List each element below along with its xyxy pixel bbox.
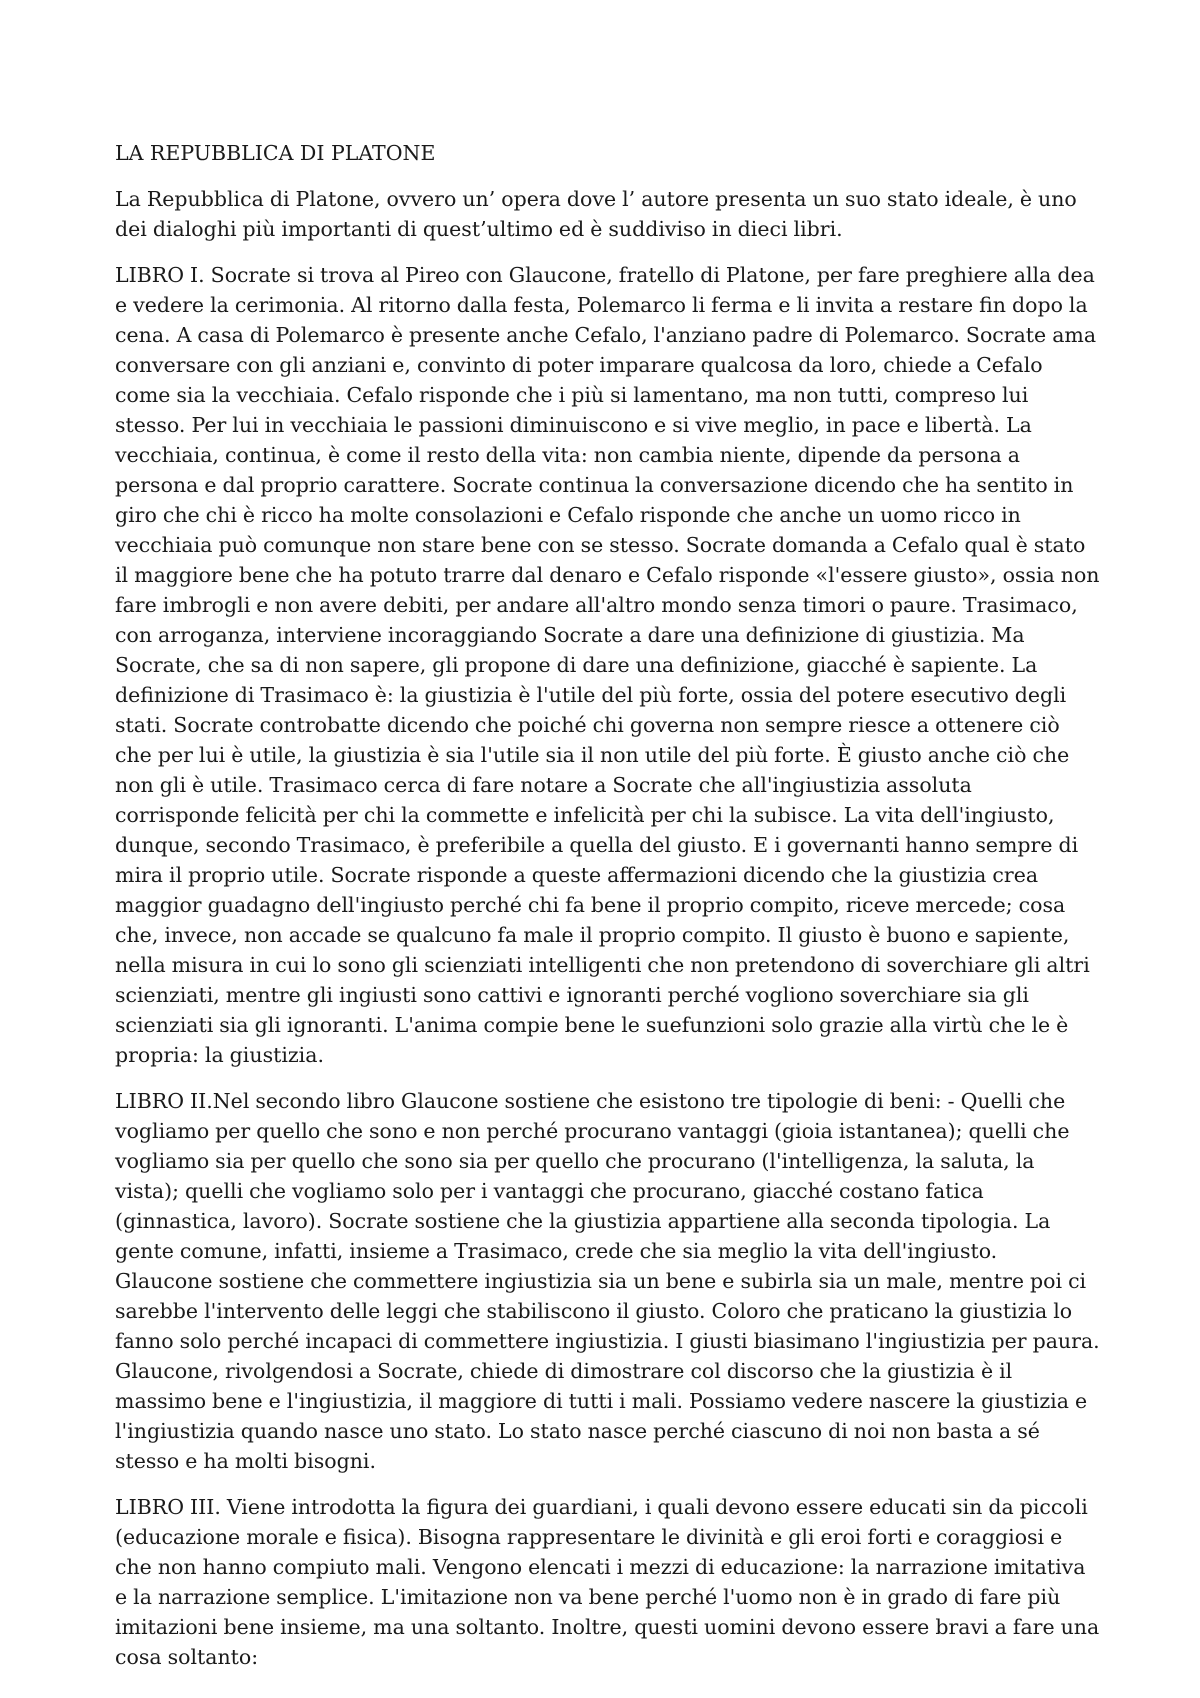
- document-body: [115, 138, 1100, 1688]
- document-title: LA REPUBBLICA DI PLATONE: [115, 141, 436, 165]
- libro-iii-paragraph: LIBRO III. Viene introdotta la figura dei guardiani, i quali devono essere educati sin da piccoli (educazione morale e fisica). Bisogna rappresentare le divinità e gli eroi forti e coraggiosi e che non hanno compiuto mali. Vengono elencati i mezzi di educazione: la narrazione imitativa e la narrazione semplice. L'imitazione non va bene perché l'uomo non è in grado di fare più imitazioni bene insieme, ma una soltanto. Inoltre, questi uomini devono essere bravi a fare una cosa soltanto:: [115, 1495, 1100, 1669]
- libro-ii-paragraph: LIBRO II.Nel secondo libro Glaucone sostiene che esistono tre tipologie di beni: - Quelli che vogliamo per quello che sono e non perché procurano vantaggi (gioia istantanea); quelli che vogliamo sia per quello che sono sia per quello che procurano (l'intelligenza, la saluta, la vista); quelli che vogliamo solo per i vantaggi che procurano, giacché costano fatica (ginnastica, lavoro). Socrate sostiene che la giustizia appartiene alla seconda tipologia. La gente comune, infatti, insieme a Trasimaco, crede che sia meglio la vita dell'ingiusto. Glaucone sostiene che commettere ingiustizia sia un bene e subirla sia un male, mentre poi ci sarebbe l'intervento delle leggi che stabiliscono il giusto. Coloro che praticano la giustizia lo fanno solo perché incapaci di commettere ingiustizia. I giusti biasimano l'ingiustizia per paura. Glaucone, rivolgendosi a Socrate, chiede di dimostrare col discorso che la giustizia è il massimo bene e l'ingiustizia, il maggiore di tutti i mali. Possiamo vedere nascere la giustizia e l'ingiustizia quando nasce uno stato. Lo stato nasce perché ciascuno di noi non basta a sé stesso e ha molti bisogni.: [115, 1089, 1100, 1473]
- libro-i-paragraph: LIBRO I. Socrate si trova al Pireo con Glaucone, fratello di Platone, per fare preghiere alla dea e vedere la cerimonia. Al ritorno dalla festa, Polemarco li ferma e li invita a restare fin dopo la cena. A casa di Polemarco è presente anche Cefalo, l'anziano padre di Polemarco. Socrate ama conversare con gli anziani e, convinto di poter imparare qualcosa da loro, chiede a Cefalo come sia la vecchiaia. Cefalo risponde che i più si lamentano, ma non tutti, compreso lui stesso. Per lui in vecchiaia le passioni diminuiscono e si vive meglio, in pace e libertà. La vecchiaia, continua, è come il resto della vita: non cambia niente, dipende da persona a persona e dal proprio carattere. Socrate continua la conversazione dicendo che ha sentito in giro che chi è ricco ha molte consolazioni e Cefalo risponde che anche un uomo ricco in vecchiaia può comunque non stare bene con se stesso. Socrate domanda a Cefalo qual è stato il maggiore bene che ha potuto trarre dal denaro e Cefalo risponde «l'essere giusto», ossia non fare imbrogli e non avere debiti, per andare all'altro mondo senza timori o paure. Trasimaco, con arroganza, interviene incoraggiando Socrate a dare una definizione di giustizia. Ma Socrate, che sa di non sapere, gli propone di dare una definizione, giacché è sapiente. La definizione di Trasimaco è: la giustizia è l'utile del più forte, ossia del potere esecutivo degli stati. Socrate controbatte dicendo che poiché chi governa non sempre riesce a ottenere ciò che per lui è utile, la giustizia è sia l'utile sia il non utile del più forte. È giusto anche ciò che non gli è utile. Trasimaco cerca di fare notare a Socrate che all'ingiustizia assoluta corrisponde felicità per chi la commette e infelicità per chi la subisce. La vita dell'ingiusto, dunque, secondo Trasimaco, è preferibile a quella del giusto. E i governanti hanno sempre di mira il proprio utile. Socrate risponde a queste affermazioni dicendo che la giustizia crea maggior guadagno dell'ingiusto perché chi fa bene il proprio compito, riceve mercede; cosa che, invece, non accade se qualcuno fa male il proprio compito. Il giusto è buono e sapiente, nella misura in cui lo sono gli scienziati intelligenti che non pretendono di soverchiare gli altri scienziati, mentre gli ingiusti sono cattivi e ignoranti perché vogliono soverchiare sia gli scienziati sia gli ignoranti. L'anima compie bene le suefunzioni solo grazie alla virtù che le è propria: la giustizia.: [115, 263, 1100, 1067]
- intro-paragraph: La Repubblica di Platone, ovvero un’ opera dove l’ autore presenta un suo stato ideale, è uno dei dialoghi più importanti di quest’ultimo ed è suddiviso in dieci libri.: [115, 187, 1077, 241]
